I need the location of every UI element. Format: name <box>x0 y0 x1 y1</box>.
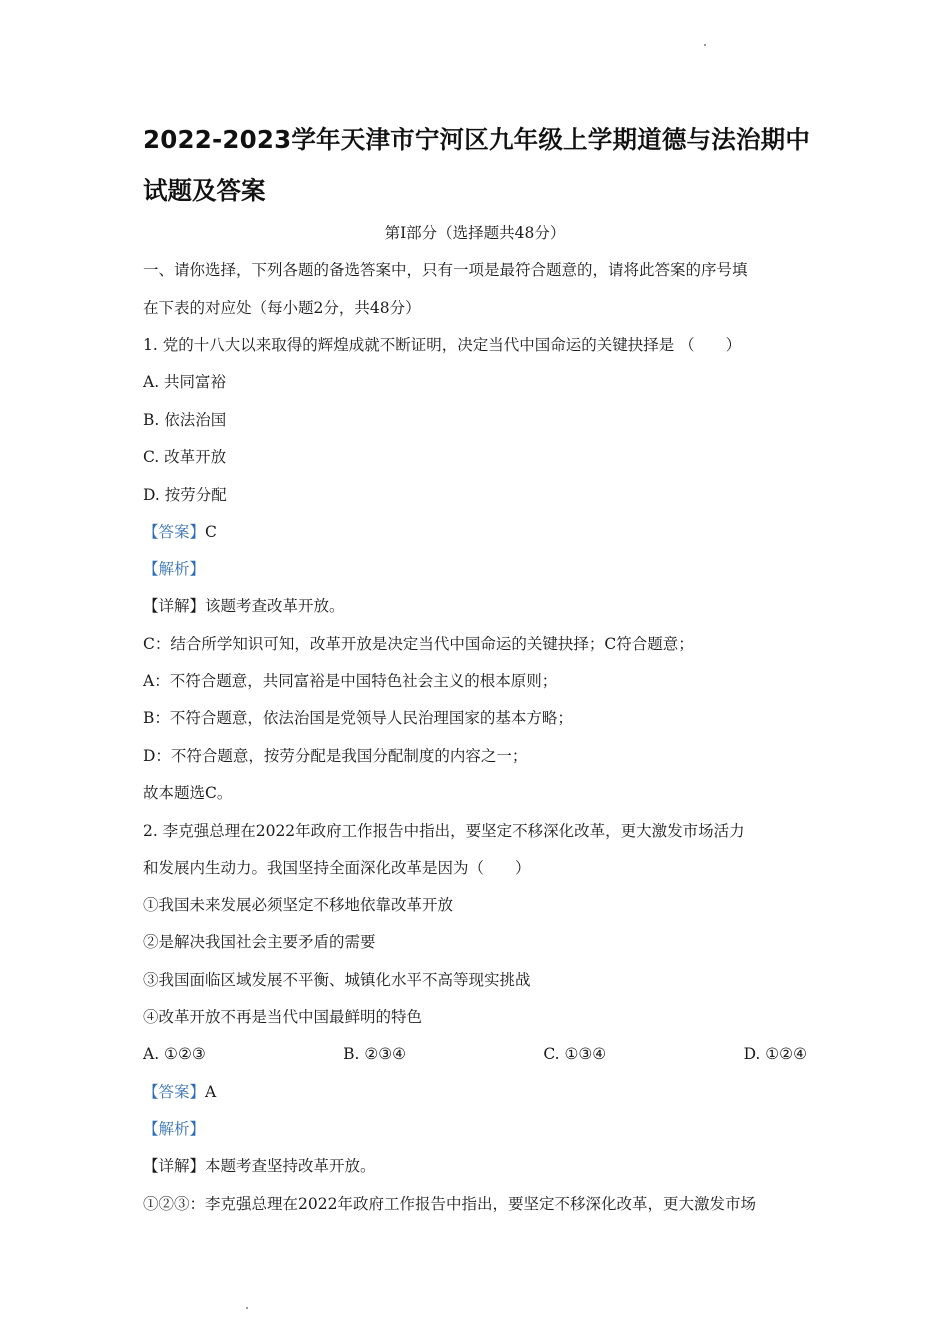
section-heading: 第Ⅰ部分（选择题共48分） <box>384 224 566 242</box>
question-2-option-c: C. ①③④ <box>543 1045 607 1063</box>
page-mark-dot <box>246 1307 248 1309</box>
question-1-option-c: C. 改革开放 <box>143 448 227 466</box>
question-2-statement-3: ③我国面临区域发展不平衡、城镇化水平不高等现实挑战 <box>143 971 531 989</box>
question-1-explanation-b: B：不符合题意，依法治国是党领导人民治理国家的基本方略； <box>143 709 573 727</box>
question-1-option-d: D. 按劳分配 <box>143 486 227 504</box>
question-2-statement-1: ①我国未来发展必须坚定不移地依靠改革开放 <box>143 896 454 914</box>
instruction-line-2: 在下表的对应处（每小题2分，共48分） <box>143 299 421 317</box>
instruction-line-1: 一、请你选择，下列各题的备选答案中，只有一项是最符合题意的，请将此答案的序号填 <box>143 261 748 279</box>
question-1-option-a: A. 共同富裕 <box>143 373 227 391</box>
answer-value: A <box>205 1083 217 1101</box>
question-2-explanation-line-1: ①②③：李克强总理在2022年政府工作报告中指出，要坚定不移深化改革，更大激发市场 <box>143 1195 756 1213</box>
answer-tag: 【答案】 <box>143 523 206 541</box>
page-mark-dot <box>704 44 706 46</box>
document-title-line-2: 试题及答案 <box>143 176 266 205</box>
question-2-analysis-tag: 【解析】 <box>143 1120 206 1138</box>
answer-tag: 【答案】 <box>143 1083 206 1101</box>
question-2-stem-line-1: 2. 李克强总理在2022年政府工作报告中指出，要坚定不移深化改革，更大激发市场活力 <box>143 822 745 840</box>
question-1-answer <box>143 521 217 543</box>
question-1-conclusion: 故本题选C。 <box>143 784 233 802</box>
question-2-statement-4: ④改革开放不再是当代中国最鲜明的特色 <box>143 1008 423 1026</box>
question-2-answer <box>143 1081 216 1103</box>
question-2-statement-2: ②是解决我国社会主要矛盾的需要 <box>143 933 376 951</box>
question-2-option-a: A. ①②③ <box>143 1045 206 1063</box>
question-2-options <box>143 1043 807 1065</box>
question-1-detail: 【详解】该题考查改革开放。 <box>143 597 345 615</box>
question-1-explanation-a: A：不符合题意，共同富裕是中国特色社会主义的根本原则； <box>143 672 558 690</box>
question-2-option-d: D. ①②④ <box>743 1045 807 1063</box>
question-1-explanation-c: C：结合所学知识可知，改革开放是决定当代中国命运的关键抉择；C符合题意； <box>143 635 694 653</box>
question-1-option-b: B. 依法治国 <box>143 411 227 429</box>
question-2-detail: 【详解】本题考查坚持改革开放。 <box>143 1157 376 1175</box>
document-title-line-1: 2022-2023学年天津市宁河区九年级上学期道德与法治期中 <box>143 125 811 154</box>
question-1-analysis-tag: 【解析】 <box>143 560 206 578</box>
question-1-explanation-d: D：不符合题意，按劳分配是我国分配制度的内容之一； <box>143 747 528 765</box>
answer-value: C <box>205 523 217 541</box>
question-1-stem: 1. 党的十八大以来取得的辉煌成就不断证明，决定当代中国命运的关键抉择是 （ ） <box>143 336 742 354</box>
question-2-option-b: B. ②③④ <box>343 1045 407 1063</box>
question-2-stem-line-2: 和发展内生动力。我国坚持全面深化改革是因为（ ） <box>143 859 531 877</box>
